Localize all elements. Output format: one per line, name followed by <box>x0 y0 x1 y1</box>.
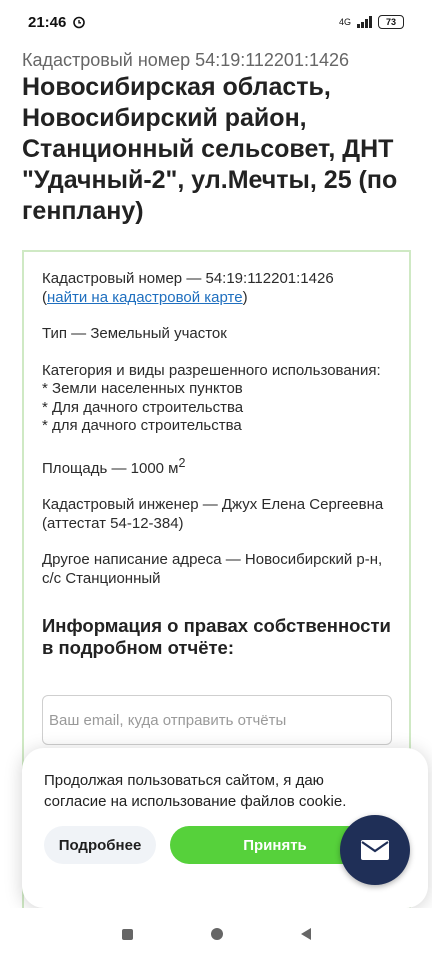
type-text: Тип — Земельный участок <box>42 325 227 342</box>
battery-level: 73 <box>385 17 396 27</box>
status-left <box>28 14 86 31</box>
home-icon[interactable] <box>211 928 223 940</box>
back-icon[interactable] <box>301 928 311 940</box>
cadastral-number-header: Кадастровый номер 54:19:112201:1426 <box>22 50 349 70</box>
category-item: * Земли населенных пунктов <box>42 380 243 397</box>
category-block <box>42 362 392 436</box>
status-right <box>339 15 404 29</box>
area-text <box>42 454 392 479</box>
clock-time: 21:46 <box>28 13 67 31</box>
recent-apps-icon[interactable] <box>122 929 133 940</box>
engineer-text: Кадастровый инженер — Джух Елена Сергеевна (аттестат 54-12-384) <box>42 496 384 532</box>
paren-open: ( <box>42 288 47 306</box>
details-content <box>42 270 392 659</box>
more-button[interactable]: Подробнее <box>44 826 156 864</box>
ownership-info-heading: Информация о правах собственности в подробном отчёте: <box>42 615 391 658</box>
paren-close: ) <box>242 288 248 306</box>
signal-icon <box>357 16 372 28</box>
cadastral-map-link[interactable]: найти на кадастровой карте <box>47 288 243 306</box>
accept-button[interactable]: Принять <box>170 826 380 864</box>
alt-address-text: Другое написание адреса — Новосибирский р-н, с/с Станционный <box>42 551 383 587</box>
status-bar <box>0 0 432 44</box>
page-title: Новосибирская область, Новосибирский район, Станционный сельсовет, ДНТ "Удачный-2", ул.Мечты, 25 (по генплану) <box>22 73 398 225</box>
category-item: * Для дачного строительства <box>42 398 244 416</box>
cookie-text: Продолжая пользоваться сайтом, я даю согласие на использование файлов cookie. <box>44 772 347 810</box>
area-unit-superscript: 2 <box>178 455 186 470</box>
email-input[interactable] <box>42 695 392 745</box>
cadastral-info <box>42 270 392 307</box>
category-item: * для дачного строительства <box>42 417 242 434</box>
category-title: Категория и виды разрешенного использования: <box>42 361 381 379</box>
cadastral-number-text: Кадастровый номер — 54:19:112201:1426 <box>42 270 334 287</box>
system-nav-bar <box>0 908 432 960</box>
alarm-icon <box>72 15 86 29</box>
network-type: 4G <box>338 17 351 27</box>
envelope-icon <box>360 839 390 861</box>
area-value: Площадь — 1000 м <box>42 459 179 477</box>
mail-button[interactable] <box>340 815 410 885</box>
battery-icon <box>378 15 404 29</box>
